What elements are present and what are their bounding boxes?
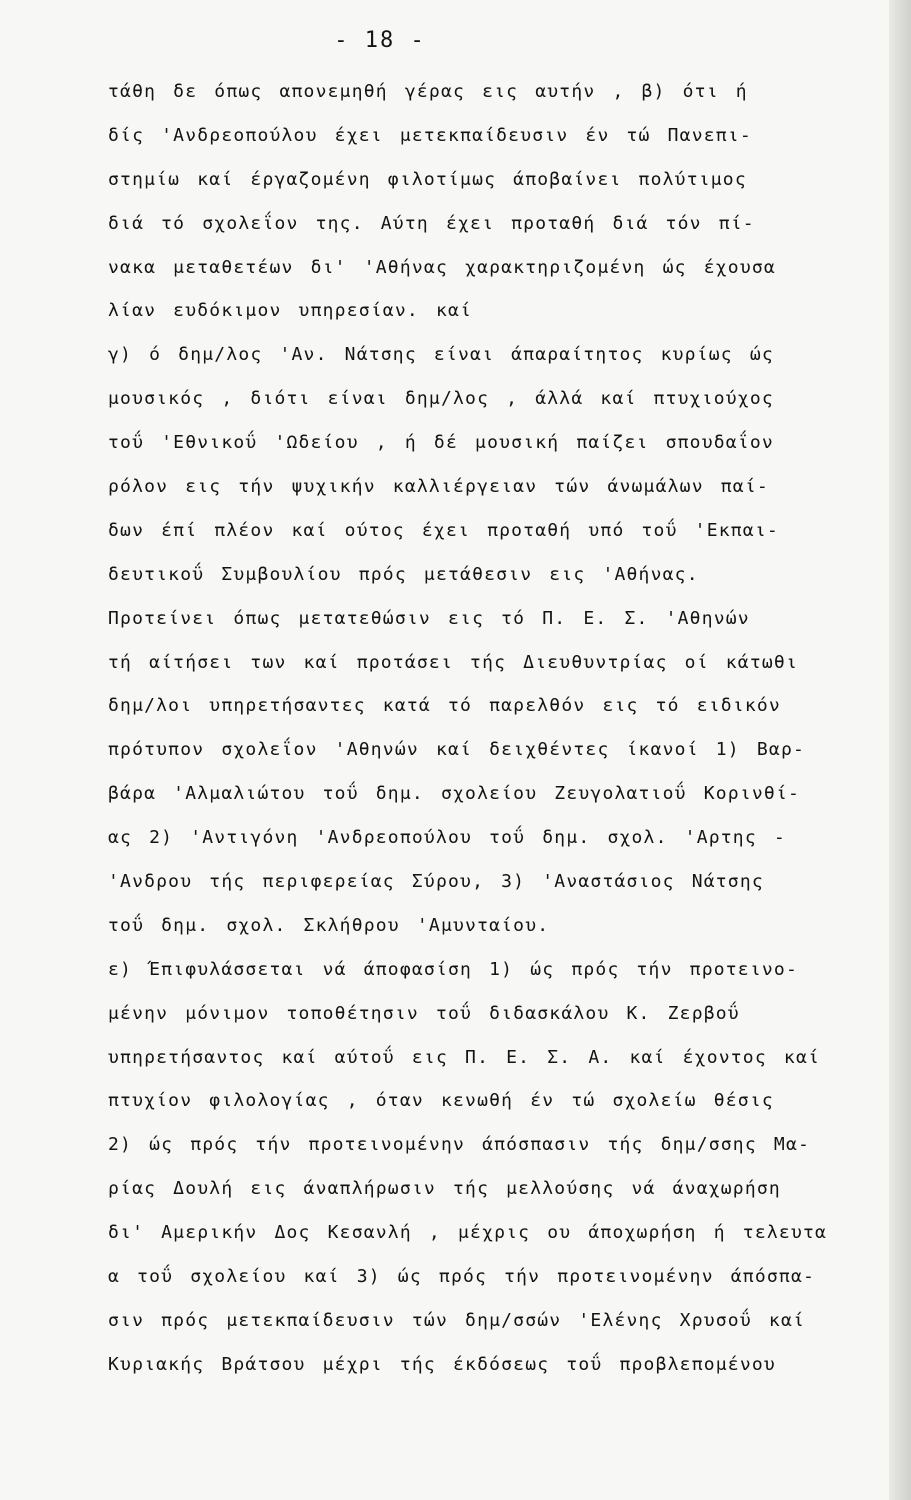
text-line: σιν πρός μετεκπαίδευσιν τών δημ/σσών 'Ελένης Χρυσοΰ καί	[108, 1309, 806, 1331]
text-line: πτυχίον φιλολογίας , όταν κενωθή έν τώ σχολείω θέσις	[108, 1090, 774, 1112]
text-line: πρότυπον σχολεΐον 'Αθηνών καί δειχθέντες ίκανοί 1) Βαρ-	[108, 739, 806, 761]
text-line: Κυριακής Βράτσου μέχρι τής έκδόσεως τοΰ προβλεπομένου	[108, 1353, 776, 1375]
text-line: τή αίτήσει των καί προτάσει τής Διευθυντρίας οί κάτωθι	[108, 651, 798, 673]
text-line: τοΰ 'Εθνικοΰ 'Ωδείου , ή δέ μουσική παίζει σπουδαΐον	[108, 432, 774, 454]
text-line: τάθη δε όπως απονεμηθή γέρας εις αυτήν , β) ότι ή	[108, 81, 748, 102]
text-line: δημ/λοι υπηρετήσαντες κατά τό παρελθόν εις τό ειδικόν	[108, 695, 781, 717]
text-line: ρίας Δουλή εις άναπλήρωσιν τής μελλούσης νά άναχωρήση	[108, 1178, 781, 1200]
text-line: βάρα 'Αλμαλιώτου τοΰ δημ. σχολείου Ζευγολατιοΰ Κορινθί-	[108, 783, 801, 805]
text-line: γ) ό δημ/λος 'Αν. Νάτσης είναι άπαραίτητος κυρίως ώς	[108, 344, 774, 366]
text-line: Προτείνει όπως μετατεθώσιν εις τό Π. Ε. Σ. 'Αθηνών	[108, 607, 750, 629]
text-line: ε) Έπιφυλάσσεται νά άποφασίση 1) ώς πρός τήν προτεινο-	[108, 958, 798, 980]
text-line: δι' Αμερικήν Δος Κεσανλή , μέχρις ου άποχωρήση ή τελευτα	[108, 1222, 828, 1244]
text-line: δίς 'Ανδρεοπούλου έχει μετεκπαίδευσιν έν τώ Πανεπι-	[108, 124, 752, 146]
text-line: διά τό σχολεΐον της. Αύτη έχει προταθή διά τόν πί-	[108, 212, 755, 234]
text-line: στημίω καί έργαζομένη φιλοτίμως άποβαίνει πολύτιμος	[108, 168, 747, 190]
text-line: ρόλον εις τήν ψυχικήν καλλιέργειαν τών άνωμάλων παί-	[108, 476, 769, 498]
text-line: τοΰ δημ. σχολ. Σκλήθρου 'Αμυνταίου.	[108, 914, 550, 936]
page-number: - 18 -	[334, 28, 426, 53]
body-text	[108, 70, 888, 1387]
text-line: υπηρετήσαντος καί αύτοΰ εις Π. Ε. Σ. Α. καί έχοντος καί	[108, 1046, 821, 1068]
text-line: δευτικοΰ Συμβουλίου πρός μετάθεσιν εις 'Αθήνας.	[108, 563, 699, 585]
text-line: ας 2) 'Αντιγόνη 'Ανδρεοπούλου τοΰ δημ. σχολ. 'Αρτης -	[108, 827, 786, 849]
text-line: α τοΰ σχολείου καί 3) ώς πρός τήν προτεινομένην άπόσπα-	[108, 1266, 816, 1288]
text-line: δων έπί πλέον καί ούτος έχει προταθή υπό τοΰ 'Εκπαι-	[108, 519, 779, 541]
text-line: 'Ανδρου τής περιφερείας Σύρου, 3) 'Αναστάσιος Νάτσης	[108, 871, 764, 893]
text-line: λίαν ευδόκιμον υπηρεσίαν. καί	[108, 300, 473, 322]
page-edge-shadow	[889, 0, 911, 1500]
text-line: 2) ώς πρός τήν προτεινομένην άπόσπασιν τής δημ/σσης Μα-	[108, 1134, 811, 1156]
text-line: μουσικός , διότι είναι δημ/λος , άλλά καί πτυχιούχος	[108, 388, 774, 410]
text-line: νακα μεταθετέων δι' 'Αθήνας χαρακτηριζομένη ώς έχουσα	[108, 256, 776, 278]
text-line: μένην μόνιμον τοποθέτησιν τοΰ διδασκάλου Κ. Ζερβοΰ	[108, 1002, 740, 1024]
